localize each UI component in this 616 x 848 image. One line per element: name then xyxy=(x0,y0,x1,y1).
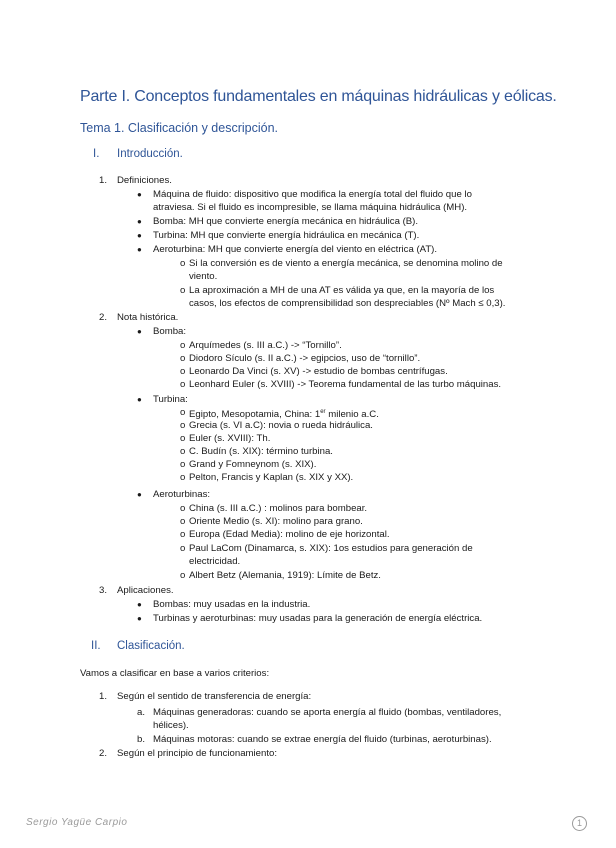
list-item: Euler (s. XVIII): Th. xyxy=(189,433,271,444)
circle-bullet-icon: o xyxy=(180,340,186,351)
circle-bullet-icon: o xyxy=(180,433,186,444)
tema-heading: Tema 1. Clasificación y descripción. xyxy=(80,121,278,135)
list-item: Definiciones. xyxy=(117,175,172,186)
list-item: Egipto, Mesopotamia, China: 1er milenio a.C. xyxy=(189,409,379,421)
list-item: Europa (Edad Media): molino de eje horizontal. xyxy=(189,529,390,540)
section-heading: Introducción. xyxy=(117,148,183,160)
bullet-icon: ● xyxy=(137,600,142,609)
circle-bullet-icon: o xyxy=(180,285,186,296)
circle-bullet-icon: o xyxy=(180,459,186,470)
list-number: 1. xyxy=(98,175,107,186)
list-item: Máquinas motoras: cuando se extrae energía del fluido (turbinas, aeroturbinas). xyxy=(153,734,492,745)
list-letter: b. xyxy=(137,734,146,745)
list-item: Nota histórica. xyxy=(117,312,179,323)
section-heading: Clasificación. xyxy=(117,640,185,652)
list-item: Diodoro Sículo (s. II a.C.) -> egipcios, uso de “tornillo”. xyxy=(189,353,421,364)
list-item: Leonhard Euler (s. XVIII) -> Teorema fundamental de las turbo máquinas. xyxy=(189,379,502,390)
circle-bullet-icon: o xyxy=(180,407,186,418)
list-item: Máquina de fluido: dispositivo que modifica la energía total del fluido que lo xyxy=(153,189,472,200)
bullet-icon: ● xyxy=(137,217,142,226)
list-item: Aeroturbinas: xyxy=(153,489,211,500)
bullet-icon: ● xyxy=(137,490,142,499)
list-item: Arquímedes (s. III a.C.) -> “Tornillo”. xyxy=(189,340,342,351)
list-number: 1. xyxy=(98,691,107,702)
circle-bullet-icon: o xyxy=(180,446,186,457)
section-numeral: II. xyxy=(91,640,101,652)
circle-bullet-icon: o xyxy=(180,353,186,364)
list-item: Turbina: xyxy=(153,394,188,405)
bullet-icon: ● xyxy=(137,245,142,254)
circle-bullet-icon: o xyxy=(180,420,186,431)
list-item: Turbinas y aeroturbinas: muy usadas para la generación de energía eléctrica. xyxy=(153,613,483,624)
list-item: Oriente Medio (s. XI): molino para grano. xyxy=(189,516,363,527)
list-number: 2. xyxy=(98,312,107,323)
bullet-icon: ● xyxy=(137,327,142,336)
circle-bullet-icon: o xyxy=(180,379,186,390)
paragraph: Vamos a clasificar en base a varios criterios: xyxy=(80,668,270,679)
page-title: Parte I. Conceptos fundamentales en máquinas hidráulicas y eólicas. xyxy=(80,88,557,105)
circle-bullet-icon: o xyxy=(180,258,186,269)
circle-bullet-icon: o xyxy=(180,570,186,581)
list-item: Leonardo Da Vinci (s. XV) -> estudio de bombas centrífugas. xyxy=(189,366,448,377)
list-item: Albert Betz (Alemania, 1919): Límite de Betz. xyxy=(189,570,381,581)
section-numeral: I. xyxy=(93,148,100,160)
circle-bullet-icon: o xyxy=(180,516,186,527)
list-item: Según el sentido de transferencia de energía: xyxy=(117,691,312,702)
list-item: China (s. III a.C.) : molinos para bombear. xyxy=(189,503,368,514)
list-item: Aplicaciones. xyxy=(117,585,174,596)
list-item: Turbina: MH que convierte energía hidráulica en mecánica (T). xyxy=(153,230,420,241)
circle-bullet-icon: o xyxy=(180,366,186,377)
list-item: Si la conversión es de viento a energía mecánica, se denomina molino de xyxy=(189,258,503,269)
list-item: casos, los efectos de comprensibilidad son despreciables (Nº Mach ≤ 0,3). xyxy=(189,298,506,309)
list-item: atraviesa. Si el fluido es incompresible, se llama máquina hidráulica (MH). xyxy=(153,202,468,213)
list-item: Bomba: MH que convierte energía mecánica en hidráulica (B). xyxy=(153,216,419,227)
list-item: electricidad. xyxy=(189,556,241,567)
bullet-icon: ● xyxy=(137,231,142,240)
list-item: Según el principio de funcionamiento: xyxy=(117,748,278,759)
list-number: 2. xyxy=(98,748,107,759)
list-item: Bombas: muy usadas en la industria. xyxy=(153,599,311,610)
list-number: 3. xyxy=(98,585,107,596)
list-item: Grecia (s. VI a.C): novia o rueda hidráulica. xyxy=(189,420,373,431)
circle-bullet-icon: o xyxy=(180,472,186,483)
list-item: Bomba: xyxy=(153,326,187,337)
list-item: La aproximación a MH de una AT es válida ya que, en la mayoría de los xyxy=(189,285,495,296)
circle-bullet-icon: o xyxy=(180,543,186,554)
list-item: Aeroturbina: MH que convierte energía del viento en eléctrica (AT). xyxy=(153,244,438,255)
list-item: viento. xyxy=(189,271,218,282)
bullet-icon: ● xyxy=(137,395,142,404)
page-number: 1 xyxy=(572,816,587,831)
list-item: Pelton, Francis y Kaplan (s. XIX y XX). xyxy=(189,472,354,483)
list-item: Máquinas generadoras: cuando se aporta energía al fluido (bombas, ventiladores, xyxy=(153,707,502,718)
list-item: hélices). xyxy=(153,720,189,731)
bullet-icon: ● xyxy=(137,190,142,199)
list-item: C. Budín (s. XIX): término turbina. xyxy=(189,446,333,457)
circle-bullet-icon: o xyxy=(180,529,186,540)
footer-author: Sergio Yagüe Carpio xyxy=(26,817,128,828)
list-item: Paul LaCom (Dinamarca, s. XIX): 1os estudios para generación de xyxy=(189,543,473,554)
list-letter: a. xyxy=(137,707,146,718)
circle-bullet-icon: o xyxy=(180,503,186,514)
bullet-icon: ● xyxy=(137,614,142,623)
list-item: Grand y Fomneynom (s. XIX). xyxy=(189,459,317,470)
